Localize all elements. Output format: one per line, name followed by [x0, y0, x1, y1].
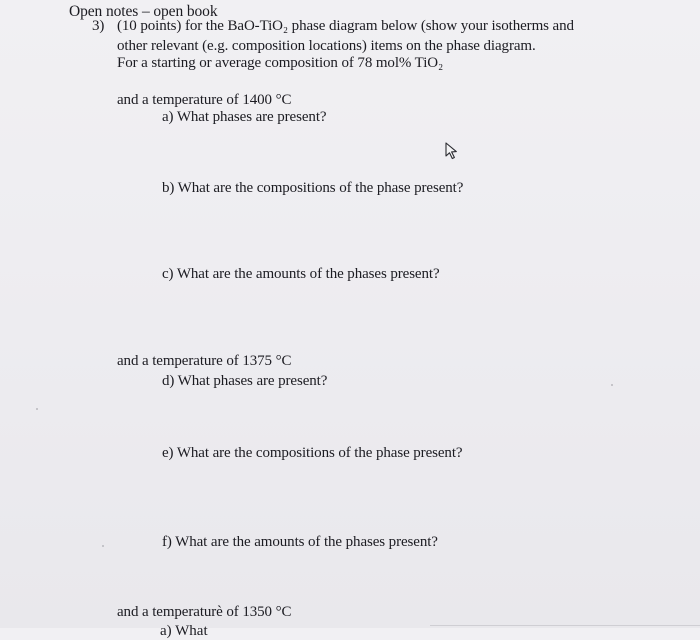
temperature-1400-heading: and a temperature of 1400 °C	[117, 92, 292, 108]
paper-speck	[36, 408, 38, 410]
temperature-1350-heading: and a temperaturè of 1350 °C	[117, 604, 292, 620]
document-header: Open notes – open book	[69, 3, 218, 20]
question-text-line-3: For a starting or average composition of 78 mol% TiO₂	[117, 55, 444, 71]
cutoff-subquestion-text: a) What	[160, 623, 208, 639]
mouse-pointer-icon	[444, 142, 460, 160]
question-number: 3)	[92, 18, 105, 34]
paper-speck	[611, 384, 613, 386]
question-text-line-2: other relevant (e.g. composition locations) items on the phase diagram.	[117, 38, 536, 54]
question-text-line-1: (10 points) for the BaO-TiO₂ phase diagram below (show your isotherms and	[117, 18, 574, 34]
subquestion-b: b) What are the compositions of the phase present?	[162, 180, 464, 196]
subquestion-c: c) What are the amounts of the phases present?	[162, 266, 440, 282]
paper-speck	[102, 545, 104, 547]
subquestion-d: d) What phases are present?	[162, 373, 328, 389]
subquestion-e: e) What are the compositions of the phase present?	[162, 445, 463, 461]
page-edge-line	[430, 625, 700, 626]
subquestion-f: f) What are the amounts of the phases present?	[162, 534, 438, 550]
temperature-1375-heading: and a temperature of 1375 °C	[117, 353, 292, 369]
subquestion-a: a) What phases are present?	[162, 109, 327, 125]
